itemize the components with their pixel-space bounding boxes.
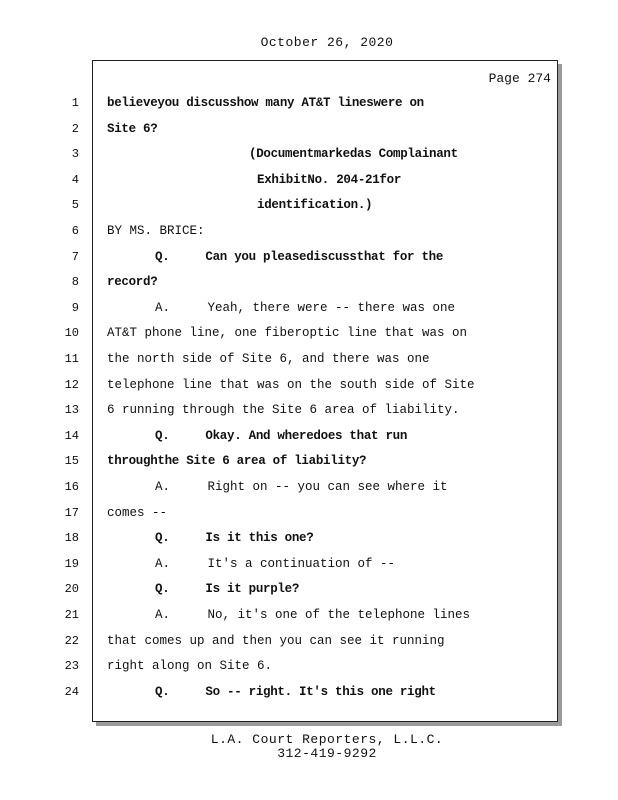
- transcript-line-text: throughthe Site 6 area of liability?: [107, 454, 367, 469]
- transcript-line-text: (Documentmarkedas Complainant: [249, 147, 458, 162]
- line-number: 17: [64, 505, 79, 520]
- transcript-line-text: comes --: [107, 505, 168, 520]
- transcript-line-text: Q. Can you pleasediscussthat for the: [155, 249, 444, 264]
- line-number: 16: [64, 480, 79, 494]
- line-number: 11: [64, 352, 79, 366]
- transcript-line-text: Site 6?: [107, 121, 158, 136]
- line-number: 23: [64, 659, 79, 674]
- line-number: 3: [71, 147, 79, 162]
- transcript-line-text: BY MS. BRICE:: [107, 224, 205, 238]
- transcript-line-text: believeyou discusshow many AT&T lineswere on: [107, 96, 424, 110]
- transcript-line-text: telephone line that was on the south side of Site: [107, 377, 475, 392]
- line-number: 5: [71, 198, 79, 213]
- transcript-line-text: 6 running through the Site 6 area of liability.: [107, 403, 460, 418]
- line-number: 8: [71, 275, 79, 290]
- transcript-line-text: A. Yeah, there were -- there was one: [155, 300, 456, 315]
- line-number: 2: [71, 121, 79, 136]
- header-date: October 26, 2020: [260, 35, 394, 50]
- line-number: 14: [64, 428, 79, 443]
- transcript-line-text: Q. So -- right. It's this one right: [155, 684, 436, 699]
- transcript-line-text: identification.): [257, 198, 373, 213]
- line-number: 21: [64, 608, 79, 622]
- line-number: 19: [64, 556, 79, 571]
- line-number: 6: [71, 224, 79, 238]
- transcript-line-text: right along on Site 6.: [107, 659, 273, 674]
- line-number: 24: [64, 684, 79, 699]
- transcript-line-text: that comes up and then you can see it running: [107, 633, 445, 648]
- line-number: 7: [71, 249, 79, 264]
- transcript-line-text: A. No, it's one of the telephone lines: [155, 608, 471, 622]
- transcript-line-text: ExhibitNo. 204-21for: [257, 172, 402, 187]
- transcript-line-text: record?: [107, 275, 158, 290]
- line-number: 4: [71, 172, 79, 187]
- footer-company: L.A. Court Reporters, L.L.C.: [210, 732, 444, 747]
- page-number: Page 274: [488, 71, 551, 86]
- line-number: 15: [64, 454, 79, 469]
- footer-phone: 312-419-9292: [277, 746, 377, 761]
- transcript-line-text: A. Right on -- you can see where it: [155, 480, 448, 494]
- line-number: 10: [64, 326, 79, 341]
- line-number: 20: [64, 582, 79, 597]
- line-number: 9: [71, 300, 79, 315]
- line-number: 18: [64, 531, 79, 546]
- line-number: 1: [71, 96, 79, 110]
- transcript-line-text: the north side of Site 6, and there was one: [107, 352, 430, 366]
- transcript-line-text: A. It's a continuation of --: [155, 556, 396, 571]
- transcript-page: [64, 60, 558, 722]
- transcript-line-text: AT&T phone line, one fiberoptic line that was on: [107, 326, 468, 341]
- transcript-line-text: Q. Is it this one?: [155, 531, 314, 546]
- line-number: 13: [64, 403, 79, 418]
- line-number: 22: [64, 633, 79, 648]
- transcript-line-text: Q. Is it purple?: [155, 582, 300, 597]
- line-number: 12: [64, 377, 79, 392]
- transcript-line-text: Q. Okay. And wheredoes that run: [155, 428, 408, 443]
